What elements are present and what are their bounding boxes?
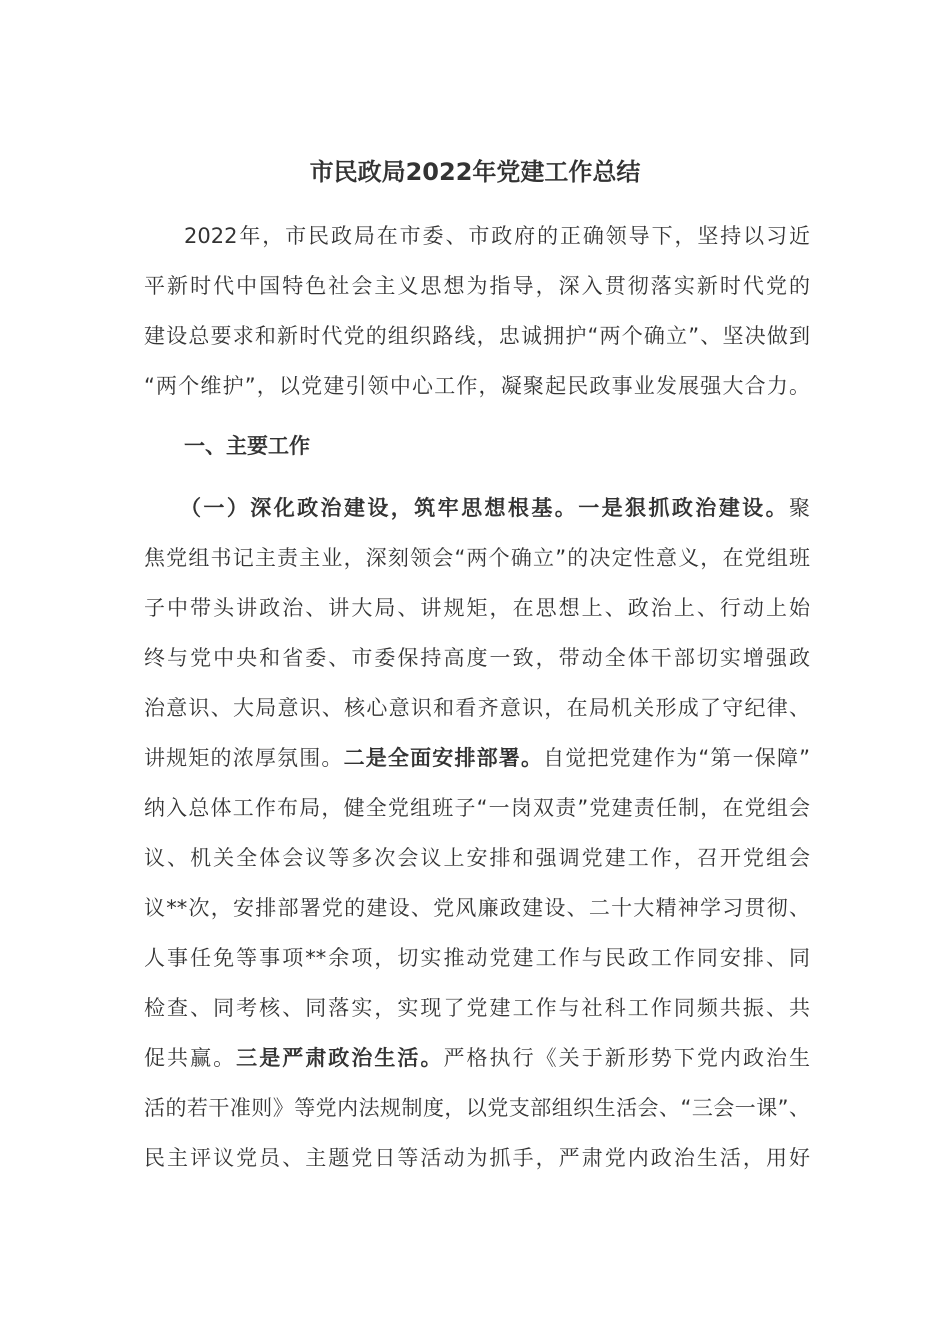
paragraph-line: 人事任免等事项**余项，切实推动党建工作与民政工作同安排、同 xyxy=(144,946,810,970)
paragraph-line: 纳入总体工作布局，健全党组班子“一岗双责”党建责任制，在党组会 xyxy=(144,796,810,820)
intro-line: 2022年，市民政局在市委、市政府的正确领导下，坚持以习近 xyxy=(184,224,810,248)
text-run: 讲规矩的浓厚氛围。 xyxy=(144,746,344,770)
point-bold: 二是全面安排部署。 xyxy=(343,746,544,770)
paragraph-line xyxy=(144,483,810,533)
paragraph-line: 议、机关全体会议等多次会议上安排和强调党建工作，召开党组会 xyxy=(144,846,810,870)
paragraph-line: 检查、同考核、同落实，实现了党建工作与社科工作同频共振、共 xyxy=(144,996,810,1020)
paragraph-line: 治意识、大局意识、核心意识和看齐意识，在局机关形成了守纪律、 xyxy=(144,696,810,720)
point-bold: 三是严肃政治生活。 xyxy=(236,1046,444,1070)
paragraph-line: 焦党组书记主责主业，深刻领会“两个确立”的决定性意义，在党组班 xyxy=(144,546,810,570)
intro-line: “两个维护”，以党建引领中心工作，凝聚起民政事业发展强大合力。 xyxy=(144,374,810,398)
subheading-bold: （一）深化政治建设，筑牢思想根基。一是狠抓政治建设。 xyxy=(180,496,789,520)
paragraph-line: 子中带头讲政治、讲大局、讲规矩，在思想上、政治上、行动上始 xyxy=(144,596,810,620)
text-run: 自觉把党建作为“第一保障” xyxy=(543,746,811,770)
intro-line: 建设总要求和新时代党的组织路线，忠诚拥护“两个确立”、坚决做到 xyxy=(144,324,810,348)
intro-line: 平新时代中国特色社会主义思想为指导，深入贯彻落实新时代党的 xyxy=(144,274,810,298)
text-run: 严格执行《关于新形势下党内政治生 xyxy=(443,1046,811,1070)
document-title: 市民政局2022年党建工作总结 xyxy=(309,158,641,186)
section-heading: 一、主要工作 xyxy=(184,434,310,458)
text-run: 促共赢。 xyxy=(144,1046,237,1070)
paragraph-line: 议**次，安排部署党的建设、党风廉政建设、二十大精神学习贯彻、 xyxy=(144,896,810,920)
paragraph-line: 活的若干准则》等党内法规制度，以党支部组织生活会、“三会一课”、 xyxy=(144,1096,810,1120)
intro-paragraph xyxy=(144,211,810,411)
paragraph-line xyxy=(144,733,810,783)
section1-paragraph xyxy=(144,483,810,1183)
paragraph-line xyxy=(144,1033,810,1083)
paragraph-line: 终与党中央和省委、市委保持高度一致，带动全体干部切实增强政 xyxy=(144,646,810,670)
text-run: 聚 xyxy=(789,496,810,520)
paragraph-line: 民主评议党员、主题党日等活动为抓手，严肃党内政治生活，用好 xyxy=(144,1146,810,1170)
